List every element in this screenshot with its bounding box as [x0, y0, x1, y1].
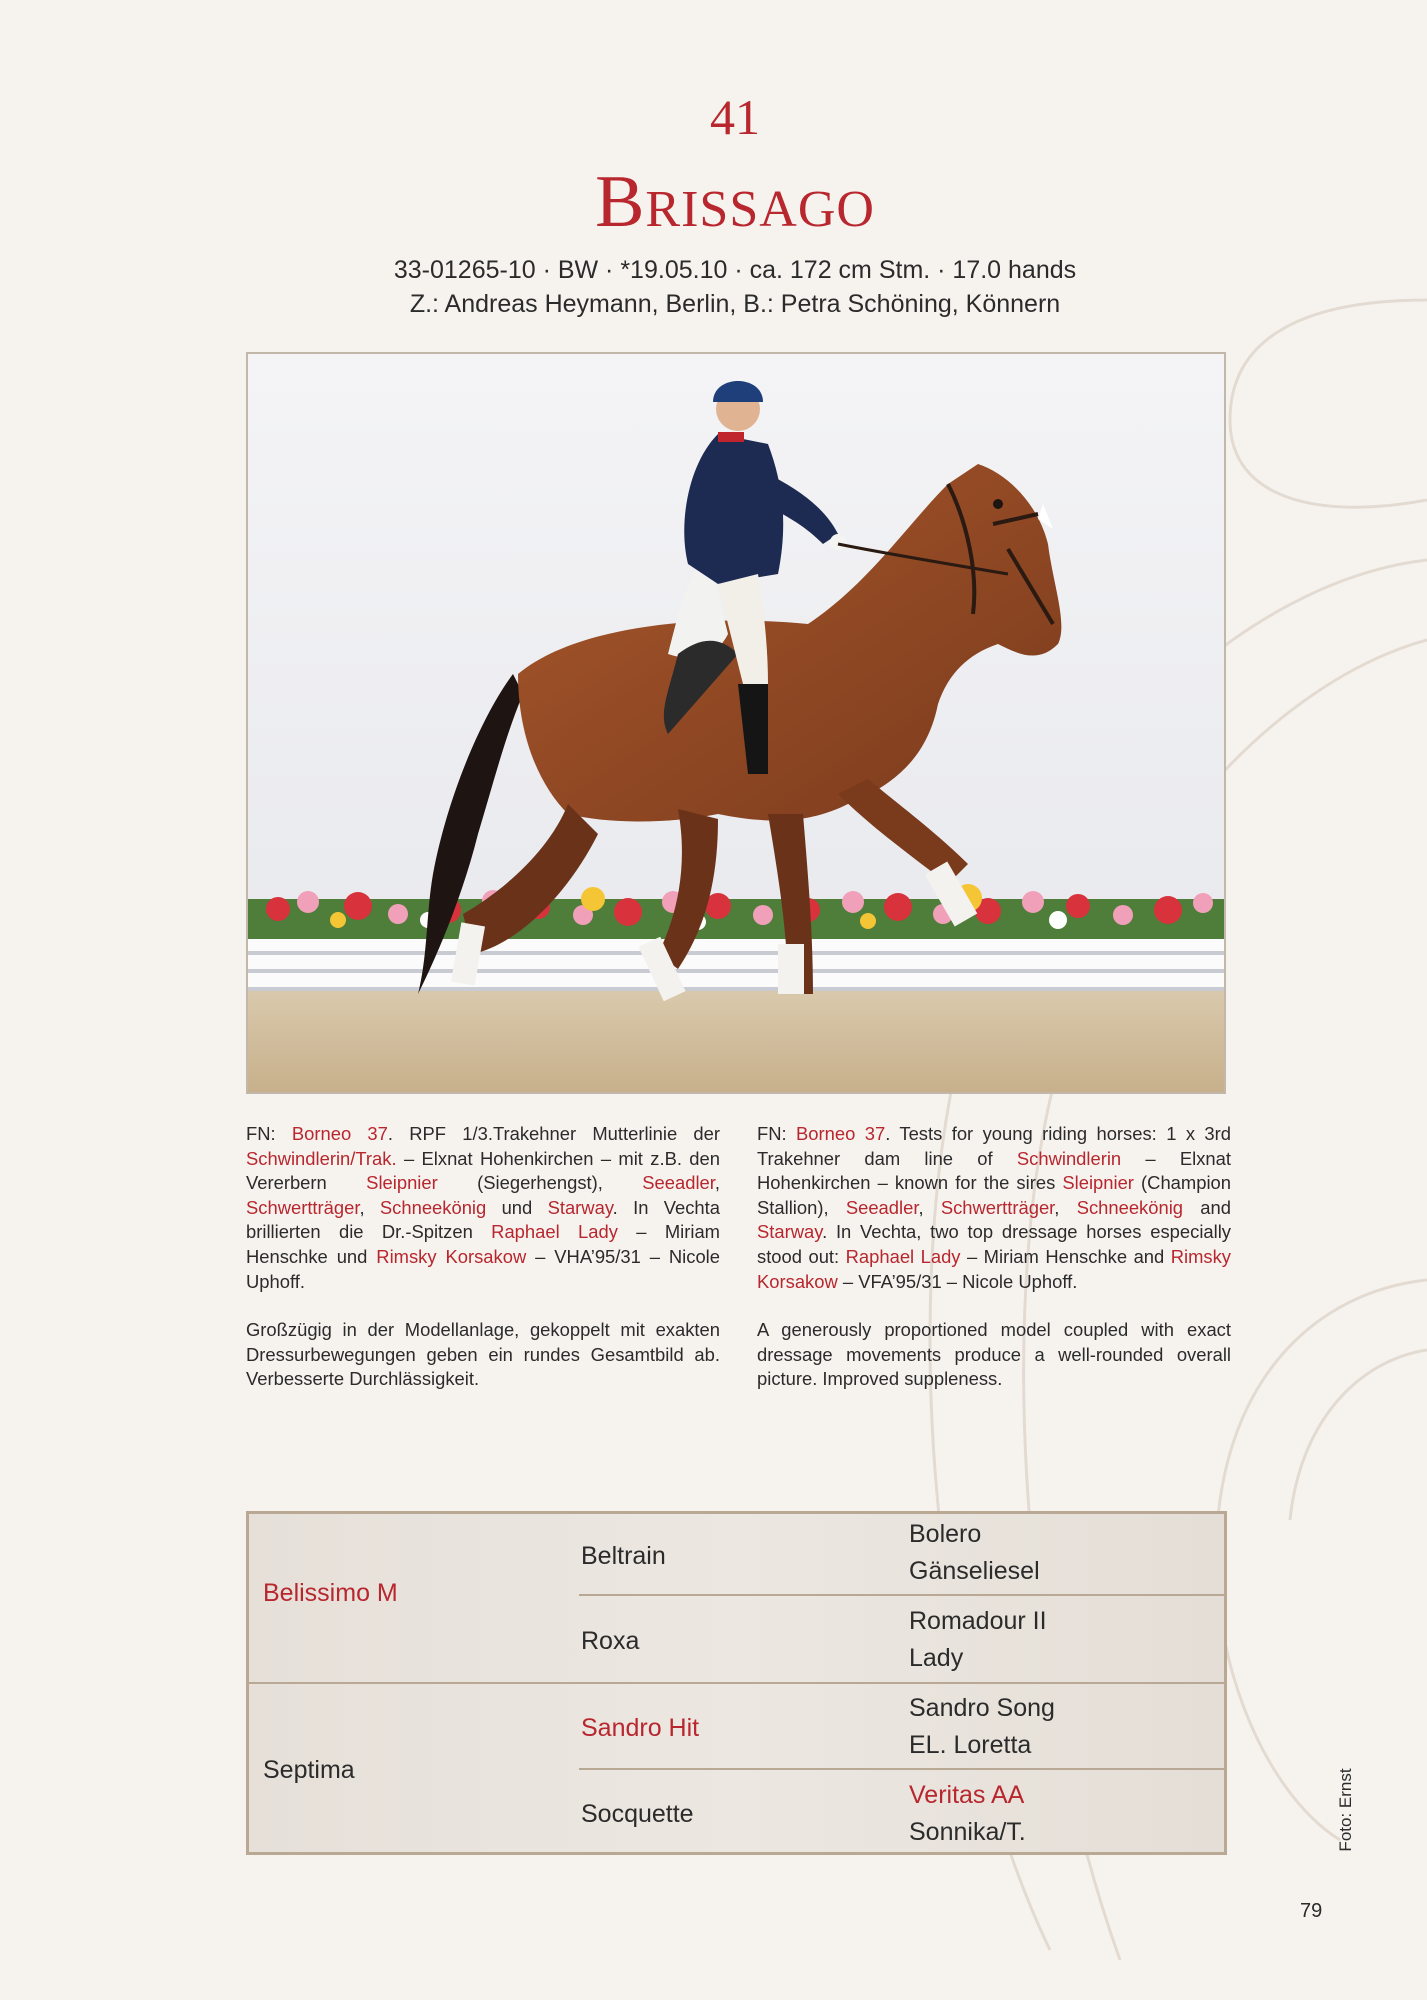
pedigree-divider-main [249, 1682, 1224, 1684]
horse-photo [246, 352, 1226, 1094]
english-text-segment: and [1183, 1196, 1231, 1218]
horse-name-title: Brissago [595, 161, 875, 243]
german-text-segment: Schwindlerin/Trak. [246, 1147, 397, 1169]
german-text-segment: – VHA’95/31 – Nicole Uphoff. [246, 1245, 720, 1292]
page-number: 79 [1300, 1900, 1323, 1922]
english-text-segment: Raphael Lady [845, 1245, 961, 1267]
english-text-segment: Schwindlerin [1016, 1147, 1122, 1169]
german-text-segment: , [359, 1196, 380, 1218]
english-text-segment: Schwertträger [940, 1196, 1055, 1218]
description-english-paragraph-1 [757, 1122, 1231, 1294]
description-german-paragraph-2: Großzügig in der Modellanlage, gekoppelt mit exakten Dressurbewegungen geben ein rundes Gesamtbild ab. Verbesserte Durchlässigkeit. [246, 1319, 720, 1390]
pedigree-g7: Veritas AA [909, 1781, 1025, 1809]
german-text-segment: , [714, 1172, 720, 1194]
pedigree-table [246, 1511, 1227, 1855]
german-text-segment: FN: [246, 1123, 292, 1144]
horse-and-rider-photo [248, 354, 1224, 1092]
pedigree-sire: Belissimo M [263, 1579, 398, 1607]
english-text-segment: Sleipnier [1062, 1172, 1134, 1194]
german-text-segment: Raphael Lady [491, 1221, 618, 1243]
german-text-segment: Borneo 37 [291, 1123, 388, 1144]
photo-credit-text: Foto: Ernst [1336, 1768, 1355, 1852]
english-text-segment: – Elxnat Hohenkirchen – known for the sires [757, 1147, 1231, 1194]
english-text-segment: Borneo 37 [796, 1123, 886, 1144]
arena-fence [248, 939, 1224, 991]
english-text-segment: – Miriam Henschke and [960, 1245, 1171, 1267]
english-text-segment: Rimsky Korsakow [757, 1245, 1232, 1292]
english-text-segment: – VFA’95/31 – Nicole Uphoff. [837, 1270, 1078, 1292]
pedigree-g1: Bolero [909, 1520, 982, 1548]
breeder-owner-line: Z.: Andreas Heymann, Berlin, B.: Petra Schöning, Könnern [409, 290, 1061, 318]
english-text-segment: Seeadler [845, 1196, 919, 1218]
pedigree-g3: Romadour II [909, 1607, 1047, 1635]
english-text-segment: , [1054, 1196, 1077, 1218]
pedigree-divider-dam [579, 1768, 1224, 1770]
pedigree-dam: Septima [263, 1756, 355, 1784]
description-english [757, 1122, 1231, 1416]
pedigree-dam-sire: Sandro Hit [581, 1714, 700, 1742]
english-text-segment: Starway [757, 1221, 823, 1243]
german-text-segment: (Siegerhengst), [437, 1172, 643, 1194]
pedigree-sire-sire: Beltrain [581, 1542, 666, 1570]
pedigree-g6: EL. Loretta [909, 1731, 1032, 1759]
english-text-segment: FN: [757, 1123, 797, 1144]
german-text-segment: . In Vechta brillierten die Dr.-Spitzen [246, 1196, 720, 1243]
english-text-segment: . Tests for young riding horses: 1 x 3rd Trakehner dam line of [757, 1123, 1232, 1169]
german-text-segment: Seeadler [642, 1172, 715, 1194]
description-german [246, 1122, 720, 1416]
pedigree-g4: Lady [909, 1644, 964, 1672]
photo-credit [1336, 1760, 1356, 1860]
lot-number: 41 [710, 89, 760, 145]
arena-ground [248, 991, 1224, 1092]
german-text-segment: und [486, 1196, 548, 1218]
english-text-segment: (Champion Stallion), [757, 1172, 1231, 1218]
german-text-segment: – Elxnat Hohenkirchen – mit z.B. den Vererbern [246, 1147, 720, 1194]
german-text-segment: Rimsky Korsakow [376, 1245, 527, 1267]
english-text-segment: , [918, 1196, 941, 1218]
german-text-segment: Sleipnier [366, 1172, 438, 1194]
pedigree-g2: Gänseliesel [909, 1557, 1040, 1585]
description-german-paragraph-1 [246, 1122, 720, 1294]
pedigree-g8: Sonnika/T. [909, 1818, 1026, 1846]
description-english-paragraph-2: A generously proportioned model coupled with exact dressage movements produce a well-rounded overall picture. Improved suppleness. [757, 1319, 1231, 1390]
pedigree-sire-dam: Roxa [581, 1627, 640, 1655]
german-text-segment: . RPF 1/3.Trakehner Mutterlinie der [387, 1123, 720, 1144]
pedigree-g5: Sandro Song [909, 1694, 1055, 1722]
pedigree-dam-dam: Socquette [581, 1800, 694, 1828]
german-text-segment: Schwertträger [246, 1196, 360, 1218]
horse-details-line: 33-01265-10 · BW · *19.05.10 · ca. 172 cm Stm. · 17.0 hands [393, 256, 1077, 284]
english-text-segment: . In Vechta, two top dressage horses especially stood out: [757, 1221, 1231, 1267]
german-text-segment: Schneekönig [379, 1196, 487, 1218]
german-text-segment: Starway [547, 1196, 613, 1218]
english-text-segment: Schneekönig [1076, 1196, 1184, 1218]
pedigree-divider-sire [579, 1594, 1224, 1596]
german-text-segment: – Miriam Henschke und [246, 1221, 720, 1267]
